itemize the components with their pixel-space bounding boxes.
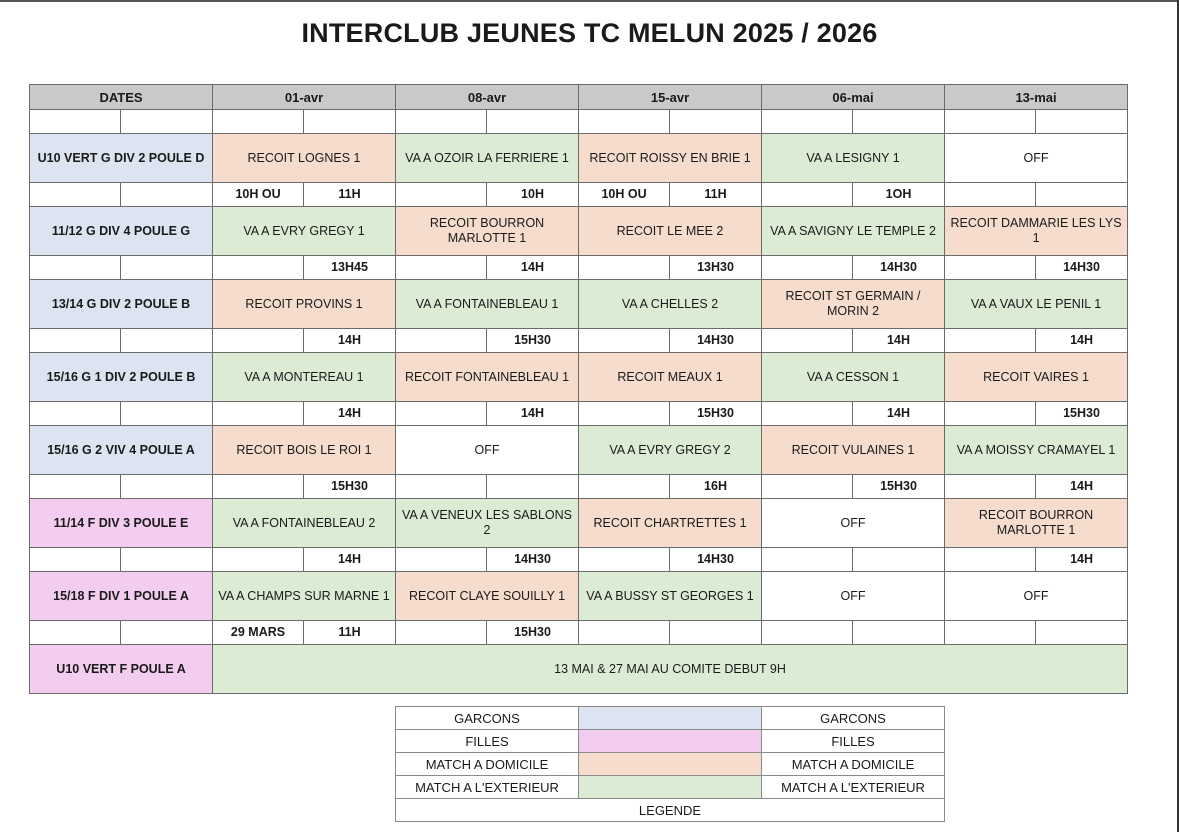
legend-label: GARCONS bbox=[396, 707, 579, 730]
time-prefix-cell bbox=[579, 402, 670, 426]
top-border-line bbox=[0, 0, 1179, 2]
team-row bbox=[30, 353, 1128, 402]
time-prefix-cell bbox=[945, 256, 1036, 280]
team-label: U10 VERT G DIV 2 POULE D bbox=[30, 134, 213, 183]
legend-swatch-away bbox=[579, 776, 762, 799]
empty-cell bbox=[121, 548, 213, 572]
time-row bbox=[30, 548, 1128, 572]
home-match-cell: RECOIT BOURRON MARLOTTE 1 bbox=[396, 207, 579, 256]
time-cell: 14H bbox=[1036, 329, 1128, 353]
header-row bbox=[30, 85, 1128, 110]
time-cell: 11H bbox=[304, 621, 396, 645]
time-cell: 10H bbox=[487, 183, 579, 207]
empty-cell bbox=[121, 402, 213, 426]
empty-cell bbox=[121, 329, 213, 353]
time-cell: 14H bbox=[1036, 548, 1128, 572]
empty-cell bbox=[121, 256, 213, 280]
team-label: U10 VERT F POULE A bbox=[30, 645, 213, 694]
time-prefix-cell: 29 MARS bbox=[213, 621, 304, 645]
time-cell: 14H30 bbox=[670, 548, 762, 572]
team-row bbox=[30, 280, 1128, 329]
home-match-cell: RECOIT VULAINES 1 bbox=[762, 426, 945, 475]
time-prefix-cell bbox=[579, 329, 670, 353]
team-label: 15/18 F DIV 1 POULE A bbox=[30, 572, 213, 621]
time-row bbox=[30, 329, 1128, 353]
time-cell bbox=[853, 621, 945, 645]
time-prefix-cell bbox=[579, 256, 670, 280]
time-cell: 14H bbox=[853, 402, 945, 426]
time-prefix-cell bbox=[396, 402, 487, 426]
time-prefix-cell bbox=[945, 475, 1036, 499]
off-cell: OFF bbox=[945, 572, 1128, 621]
home-match-cell: RECOIT DAMMARIE LES LYS 1 bbox=[945, 207, 1128, 256]
empty-cell bbox=[579, 110, 670, 134]
legend-row-girls bbox=[396, 730, 945, 753]
empty-cell bbox=[121, 621, 213, 645]
time-cell: 15H30 bbox=[853, 475, 945, 499]
legend-row-home bbox=[396, 753, 945, 776]
legend-label: MATCH A L'EXTERIEUR bbox=[762, 776, 945, 799]
time-cell bbox=[487, 475, 579, 499]
time-cell: 14H bbox=[304, 402, 396, 426]
time-prefix-cell: 10H OU bbox=[213, 183, 304, 207]
empty-cell bbox=[30, 256, 121, 280]
time-row bbox=[30, 475, 1128, 499]
time-cell: 13H45 bbox=[304, 256, 396, 280]
time-cell: 14H bbox=[304, 548, 396, 572]
time-cell: 11H bbox=[304, 183, 396, 207]
dates-header: DATES bbox=[30, 85, 213, 110]
time-cell: 14H30 bbox=[487, 548, 579, 572]
away-match-cell: VA A FONTAINEBLEAU 2 bbox=[213, 499, 396, 548]
team-label: 13/14 G DIV 2 POULE B bbox=[30, 280, 213, 329]
time-prefix-cell bbox=[762, 402, 853, 426]
empty-cell bbox=[30, 110, 121, 134]
time-prefix-cell bbox=[213, 548, 304, 572]
legend-label: GARCONS bbox=[762, 707, 945, 730]
team-label: 15/16 G 1 DIV 2 POULE B bbox=[30, 353, 213, 402]
team-label: 11/12 G DIV 4 POULE G bbox=[30, 207, 213, 256]
time-cell: 14H bbox=[853, 329, 945, 353]
schedule-table bbox=[29, 84, 1128, 694]
off-cell: OFF bbox=[945, 134, 1128, 183]
time-row bbox=[30, 402, 1128, 426]
legend-label: MATCH A DOMICILE bbox=[396, 753, 579, 776]
time-cell bbox=[670, 621, 762, 645]
comite-note: 13 MAI & 27 MAI AU COMITE DEBUT 9H bbox=[213, 645, 1128, 694]
time-cell: 14H bbox=[487, 256, 579, 280]
time-cell: 14H bbox=[1036, 475, 1128, 499]
home-match-cell: RECOIT FONTAINEBLEAU 1 bbox=[396, 353, 579, 402]
time-cell: 15H30 bbox=[487, 621, 579, 645]
time-cell: 15H30 bbox=[1036, 402, 1128, 426]
time-prefix-cell bbox=[396, 256, 487, 280]
time-prefix-cell bbox=[213, 329, 304, 353]
empty-cell bbox=[853, 110, 945, 134]
time-prefix-cell bbox=[396, 621, 487, 645]
time-prefix-cell: 10H OU bbox=[579, 183, 670, 207]
away-match-cell: VA A EVRY GREGY 1 bbox=[213, 207, 396, 256]
off-cell: OFF bbox=[396, 426, 579, 475]
empty-cell bbox=[762, 110, 853, 134]
empty-cell bbox=[945, 110, 1036, 134]
empty-cell bbox=[30, 621, 121, 645]
home-match-cell: RECOIT BOURRON MARLOTTE 1 bbox=[945, 499, 1128, 548]
time-prefix-cell bbox=[945, 548, 1036, 572]
empty-cell bbox=[1036, 110, 1128, 134]
time-cell: 14H bbox=[304, 329, 396, 353]
team-row-u10-vert-f bbox=[30, 645, 1128, 694]
away-match-cell: VA A MONTEREAU 1 bbox=[213, 353, 396, 402]
time-prefix-cell bbox=[945, 183, 1036, 207]
empty-cell bbox=[30, 548, 121, 572]
away-match-cell: VA A MOISSY CRAMAYEL 1 bbox=[945, 426, 1128, 475]
legend-label: MATCH A L'EXTERIEUR bbox=[396, 776, 579, 799]
legend-swatch-home bbox=[579, 753, 762, 776]
away-match-cell: VA A CHELLES 2 bbox=[579, 280, 762, 329]
time-prefix-cell bbox=[945, 621, 1036, 645]
time-prefix-cell bbox=[762, 183, 853, 207]
schedule-body bbox=[30, 110, 1128, 694]
empty-cell bbox=[487, 110, 579, 134]
time-prefix-cell bbox=[762, 548, 853, 572]
empty-cell bbox=[30, 183, 121, 207]
team-row bbox=[30, 207, 1128, 256]
team-row bbox=[30, 426, 1128, 475]
legend-row-boys bbox=[396, 707, 945, 730]
time-row bbox=[30, 621, 1128, 645]
legend-swatch-boys bbox=[579, 707, 762, 730]
away-match-cell: VA A CESSON 1 bbox=[762, 353, 945, 402]
time-cell bbox=[853, 548, 945, 572]
legend-footer-row bbox=[396, 799, 945, 822]
time-cell: 13H30 bbox=[670, 256, 762, 280]
empty-cell bbox=[121, 475, 213, 499]
time-cell: 15H30 bbox=[304, 475, 396, 499]
time-prefix-cell bbox=[579, 621, 670, 645]
empty-cell bbox=[304, 110, 396, 134]
spacer-row bbox=[30, 110, 1128, 134]
time-prefix-cell bbox=[762, 256, 853, 280]
page-title: INTERCLUB JEUNES TC MELUN 2025 / 2026 bbox=[301, 18, 878, 48]
date-header-3: 15-avr bbox=[579, 85, 762, 110]
legend-title: LEGENDE bbox=[396, 799, 945, 822]
away-match-cell: VA A BUSSY ST GEORGES 1 bbox=[579, 572, 762, 621]
time-row bbox=[30, 183, 1128, 207]
home-match-cell: RECOIT BOIS LE ROI 1 bbox=[213, 426, 396, 475]
away-match-cell: VA A VENEUX LES SABLONS 2 bbox=[396, 499, 579, 548]
legend-label: FILLES bbox=[762, 730, 945, 753]
legend-swatch-girls bbox=[579, 730, 762, 753]
time-cell: 1OH bbox=[853, 183, 945, 207]
time-cell bbox=[1036, 183, 1128, 207]
time-prefix-cell bbox=[945, 402, 1036, 426]
empty-cell bbox=[30, 475, 121, 499]
home-match-cell: RECOIT ROISSY EN BRIE 1 bbox=[579, 134, 762, 183]
time-prefix-cell bbox=[396, 475, 487, 499]
empty-cell bbox=[213, 110, 304, 134]
date-header-4: 06-mai bbox=[762, 85, 945, 110]
time-prefix-cell bbox=[213, 402, 304, 426]
time-cell bbox=[1036, 621, 1128, 645]
legend-row-away bbox=[396, 776, 945, 799]
home-match-cell: RECOIT LOGNES 1 bbox=[213, 134, 396, 183]
team-label: 11/14 F DIV 3 POULE E bbox=[30, 499, 213, 548]
date-header-2: 08-avr bbox=[396, 85, 579, 110]
empty-cell bbox=[30, 402, 121, 426]
home-match-cell: RECOIT CHARTRETTES 1 bbox=[579, 499, 762, 548]
time-prefix-cell bbox=[945, 329, 1036, 353]
home-match-cell: RECOIT VAIRES 1 bbox=[945, 353, 1128, 402]
time-row bbox=[30, 256, 1128, 280]
team-row bbox=[30, 134, 1128, 183]
away-match-cell: VA A LESIGNY 1 bbox=[762, 134, 945, 183]
empty-cell bbox=[30, 329, 121, 353]
home-match-cell: RECOIT ST GERMAIN / MORIN 2 bbox=[762, 280, 945, 329]
team-label: 15/16 G 2 VIV 4 POULE A bbox=[30, 426, 213, 475]
time-cell: 14H30 bbox=[1036, 256, 1128, 280]
legend-table bbox=[395, 706, 945, 822]
away-match-cell: VA A FONTAINEBLEAU 1 bbox=[396, 280, 579, 329]
time-prefix-cell bbox=[213, 256, 304, 280]
empty-cell bbox=[121, 110, 213, 134]
away-match-cell: VA A VAUX LE PENIL 1 bbox=[945, 280, 1128, 329]
off-cell: OFF bbox=[762, 572, 945, 621]
empty-cell bbox=[670, 110, 762, 134]
time-prefix-cell bbox=[579, 475, 670, 499]
empty-cell bbox=[396, 110, 487, 134]
empty-cell bbox=[121, 183, 213, 207]
time-cell: 14H30 bbox=[670, 329, 762, 353]
time-prefix-cell bbox=[396, 183, 487, 207]
date-header-5: 13-mai bbox=[945, 85, 1128, 110]
home-match-cell: RECOIT MEAUX 1 bbox=[579, 353, 762, 402]
home-match-cell: RECOIT LE MEE 2 bbox=[579, 207, 762, 256]
time-cell: 11H bbox=[670, 183, 762, 207]
team-row bbox=[30, 499, 1128, 548]
time-prefix-cell bbox=[762, 475, 853, 499]
legend-label: FILLES bbox=[396, 730, 579, 753]
away-match-cell: VA A SAVIGNY LE TEMPLE 2 bbox=[762, 207, 945, 256]
away-match-cell: VA A EVRY GREGY 2 bbox=[579, 426, 762, 475]
time-prefix-cell bbox=[579, 548, 670, 572]
time-cell: 16H bbox=[670, 475, 762, 499]
away-match-cell: VA A OZOIR LA FERRIERE 1 bbox=[396, 134, 579, 183]
home-match-cell: RECOIT PROVINS 1 bbox=[213, 280, 396, 329]
off-cell: OFF bbox=[762, 499, 945, 548]
time-cell: 15H30 bbox=[670, 402, 762, 426]
time-prefix-cell bbox=[213, 475, 304, 499]
legend-label: MATCH A DOMICILE bbox=[762, 753, 945, 776]
time-prefix-cell bbox=[762, 329, 853, 353]
date-header-1: 01-avr bbox=[213, 85, 396, 110]
time-prefix-cell bbox=[762, 621, 853, 645]
time-cell: 15H30 bbox=[487, 329, 579, 353]
home-match-cell: RECOIT CLAYE SOUILLY 1 bbox=[396, 572, 579, 621]
time-prefix-cell bbox=[396, 548, 487, 572]
time-cell: 14H30 bbox=[853, 256, 945, 280]
time-prefix-cell bbox=[396, 329, 487, 353]
time-cell: 14H bbox=[487, 402, 579, 426]
team-row bbox=[30, 572, 1128, 621]
away-match-cell: VA A CHAMPS SUR MARNE 1 bbox=[213, 572, 396, 621]
